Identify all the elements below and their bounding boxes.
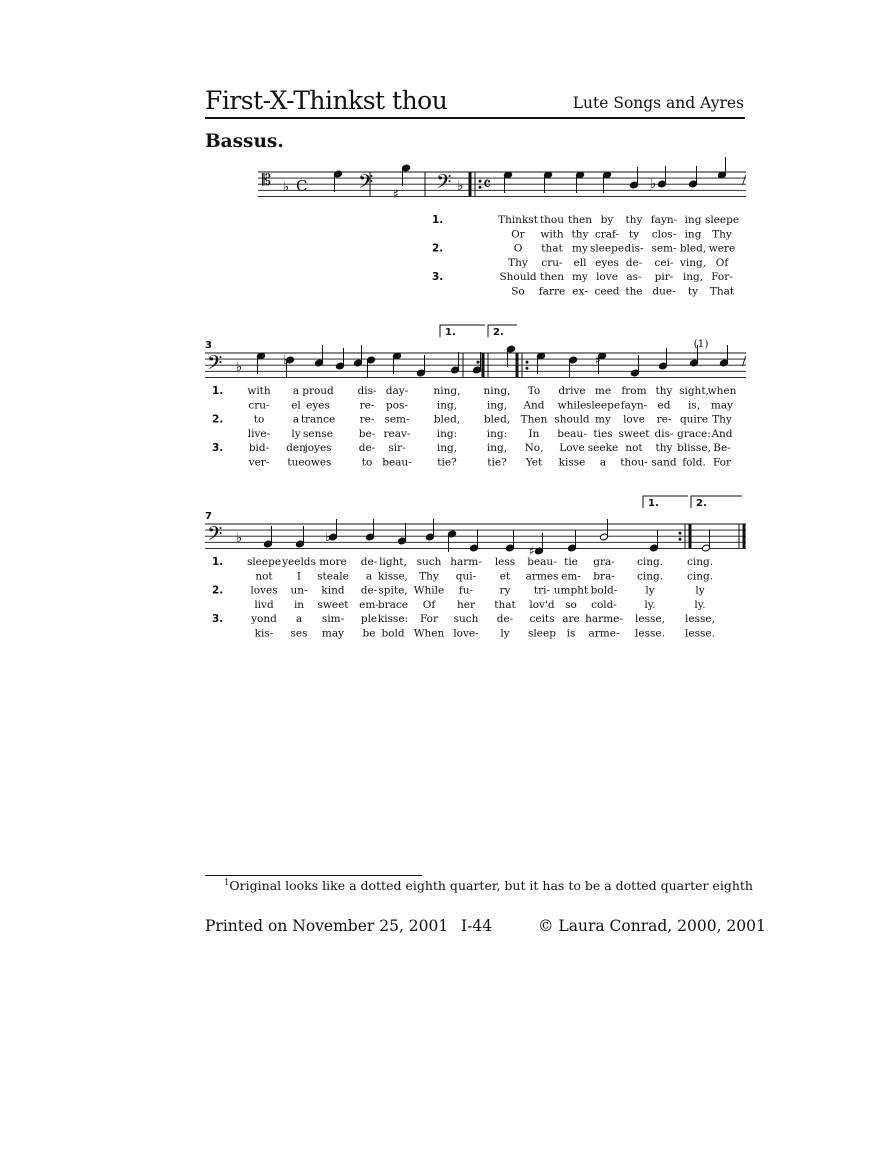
flat-sign: ♭ xyxy=(236,360,243,375)
note xyxy=(567,530,576,552)
lyric-syllable: ing, xyxy=(436,399,458,412)
lyric-syllable: tue xyxy=(287,456,305,469)
lyric-syllable: kisse, xyxy=(377,570,409,583)
lyric-syllable: bra- xyxy=(593,570,615,583)
lyric-syllable: me xyxy=(594,385,612,397)
lyric-syllable: grace: xyxy=(677,427,711,440)
lyric-syllable: ly. xyxy=(644,598,656,611)
note xyxy=(366,356,375,378)
lyric-syllable: sleepe xyxy=(589,242,625,255)
lyric-syllable: yond xyxy=(251,613,277,626)
lyric-syllable: ing xyxy=(684,228,702,241)
lyric-syllable: Thinkst xyxy=(498,214,538,226)
lyric-syllable: from xyxy=(621,385,647,397)
lyric-syllable: owes xyxy=(304,456,332,469)
lyric-syllable: bold- xyxy=(590,584,618,597)
lyric-syllable: may xyxy=(710,399,734,412)
lyric-syllable: not xyxy=(625,442,643,455)
lyric-syllable: un- xyxy=(290,584,308,597)
part-name: Bassus. xyxy=(205,131,284,152)
lyric-syllable: were xyxy=(708,242,736,255)
lyric-syllable: ver- xyxy=(248,456,270,469)
note xyxy=(568,356,577,378)
bass-clef-icon: 𝄢 xyxy=(358,170,374,198)
lyric-syllable: is, xyxy=(687,399,701,412)
lyric-syllable: due- xyxy=(652,285,676,298)
lyric-syllable: re- xyxy=(359,413,375,426)
lyric-syllable: re- xyxy=(656,413,672,426)
lyric-syllable: sleepe xyxy=(246,556,282,568)
note xyxy=(543,171,552,193)
copyright: © Laura Conrad, 2000, 2001 xyxy=(538,917,766,935)
incipit-c-clef-icon: 𝄡 xyxy=(262,170,271,189)
lyric-syllable: Be- xyxy=(713,442,731,455)
lyric-syllable: lov'd xyxy=(529,598,555,611)
lyric-syllable: den xyxy=(286,442,306,455)
lyric-syllable: fold. xyxy=(682,456,706,469)
lyric-syllable: sir- xyxy=(388,442,406,455)
lyric-syllable: Of xyxy=(715,256,729,269)
lyric-syllable: ly xyxy=(500,627,510,640)
verse-number: 3. xyxy=(212,613,224,626)
lyric-syllable: kisse: xyxy=(377,613,409,626)
lyric-syllable: live- xyxy=(247,427,271,440)
lyric-syllable: sight, xyxy=(679,385,709,397)
note xyxy=(256,352,265,374)
lyric-syllable: thy xyxy=(571,228,589,241)
lyric-syllable: ty xyxy=(628,228,640,241)
lyric-syllable: beau- xyxy=(557,427,587,440)
lyric-syllable: lesse. xyxy=(685,627,715,640)
lyric-syllable: ing xyxy=(684,214,702,226)
lyric-syllable: cold- xyxy=(591,598,617,611)
lyric-syllable: de- xyxy=(360,584,378,597)
lyric-syllable: to xyxy=(361,456,373,469)
lyric-syllable: craf- xyxy=(594,228,620,241)
sharp-sign: ♯ xyxy=(529,544,535,558)
lyric-syllable: such xyxy=(416,556,442,568)
lyric-syllable: ing: xyxy=(436,427,458,440)
volta-label: 1. xyxy=(648,498,659,509)
lyric-syllable: livd xyxy=(254,598,274,611)
lyric-syllable: tie? xyxy=(487,456,507,469)
lyric-syllable: so xyxy=(565,598,577,611)
lyric-syllable: em- xyxy=(561,570,581,583)
lyric-syllable: my xyxy=(572,271,588,284)
repeat-dot xyxy=(477,367,480,370)
lyric-syllable: sleep xyxy=(528,627,556,640)
note xyxy=(649,530,658,552)
lyric-syllable: That xyxy=(709,285,735,298)
lyric-syllable: are xyxy=(562,613,580,626)
lyric-syllable: em- xyxy=(359,598,379,611)
repeat-dot xyxy=(477,361,480,364)
lyric-syllable: joyes xyxy=(304,442,332,455)
note xyxy=(392,352,401,374)
lyric-syllable: in xyxy=(293,598,305,611)
lyric-syllable: de- xyxy=(496,613,514,626)
lyric-syllable: thou- xyxy=(620,456,648,469)
lyric-syllable: And xyxy=(711,427,733,440)
lyric-syllable: as- xyxy=(626,271,642,284)
lyric-syllable: lesse, xyxy=(635,613,665,626)
footnote xyxy=(224,878,753,893)
lyric-syllable: bled, xyxy=(483,413,511,426)
footnote-rule xyxy=(205,875,422,876)
bass-clef-icon: 𝄢 xyxy=(207,522,223,550)
lyric-syllable: dis- xyxy=(357,385,377,397)
bass-clef-icon: 𝄢 xyxy=(436,170,452,198)
note xyxy=(657,166,666,188)
lyric-syllable: Should xyxy=(499,271,537,284)
lyric-syllable: ing, xyxy=(682,271,704,284)
lyric-syllable: sleepe xyxy=(585,399,621,412)
lyric-syllable: de- xyxy=(625,256,643,269)
verse-number: 1. xyxy=(432,214,444,226)
lyric-syllable: ceits xyxy=(529,613,555,626)
flat-sign: ♭ xyxy=(283,353,290,368)
verse-number: 1. xyxy=(212,556,224,568)
lyric-syllable: that xyxy=(541,242,563,255)
lyric-syllable: For xyxy=(712,456,732,469)
note xyxy=(401,164,410,186)
lyric-syllable: then xyxy=(540,271,564,284)
lyric-syllable: thy xyxy=(655,385,673,397)
lyric-syllable: cing. xyxy=(686,570,714,583)
note xyxy=(397,523,406,545)
lyric-syllable: gra- xyxy=(593,556,615,568)
lyric-syllable: ly xyxy=(695,584,705,597)
note xyxy=(506,345,515,367)
lyric-syllable: fayn- xyxy=(620,399,648,412)
lyric-syllable: cing. xyxy=(636,570,664,583)
lyric-syllable: Thy xyxy=(419,570,439,583)
lyric-syllable: love xyxy=(596,271,618,284)
lyric-syllable: pos- xyxy=(386,399,408,412)
lyric-syllable: ty xyxy=(687,285,699,298)
verse-number: 1. xyxy=(212,385,224,397)
lyric-syllable: de- xyxy=(358,442,376,455)
lyric-syllable: thy xyxy=(625,214,643,226)
lyric-syllable: When xyxy=(413,627,445,640)
note xyxy=(503,171,512,193)
lyric-syllable: farre xyxy=(538,285,566,298)
lyric-syllable: the xyxy=(625,285,643,298)
lyric-syllable: is xyxy=(566,627,576,640)
lyric-syllable: love- xyxy=(453,627,479,640)
lyric-syllable: bled, xyxy=(433,413,461,426)
lyric-syllable: ing, xyxy=(486,442,508,455)
flat-sign: ♭ xyxy=(236,531,243,546)
lyric-syllable: ning, xyxy=(483,385,511,397)
lyric-syllable: my xyxy=(572,242,588,255)
lyric-syllable: bold xyxy=(381,627,405,640)
lyric-syllable: may xyxy=(321,627,345,640)
lyric-syllable: ning, xyxy=(433,385,461,397)
lyric-syllable: quire xyxy=(679,413,709,426)
lyric-syllable: a xyxy=(599,456,607,469)
lyric-syllable: less xyxy=(494,556,516,568)
lyric-syllable: steale xyxy=(317,570,349,583)
volta-label: 2. xyxy=(493,327,504,338)
lyric-syllable: ex- xyxy=(572,285,588,298)
lyric-syllable: loves xyxy=(250,584,278,597)
note xyxy=(575,171,584,193)
lyric-syllable: cru- xyxy=(248,399,270,412)
repeat-dot xyxy=(479,186,482,189)
lyric-syllable: day- xyxy=(385,385,409,397)
lyric-syllable: cei- xyxy=(654,256,674,269)
lyric-syllable: Thy xyxy=(712,413,732,426)
lyric-syllable: dis- xyxy=(624,242,644,255)
time-signature-c: C xyxy=(296,177,308,195)
lyric-syllable: Of xyxy=(422,598,436,611)
note xyxy=(505,530,514,552)
note xyxy=(416,355,425,377)
lyric-syllable: ing, xyxy=(436,442,458,455)
lyric-syllable: not xyxy=(255,570,273,583)
lyric-syllable: such xyxy=(453,613,479,626)
verse-number: 2. xyxy=(212,584,224,597)
lyric-syllable: Love xyxy=(559,442,585,455)
lyric-syllable: yeelds xyxy=(282,556,316,568)
footnote-marker: 1 xyxy=(224,878,230,888)
measure-number: 7 xyxy=(205,511,212,522)
note xyxy=(717,157,726,179)
lyric-syllable: sim- xyxy=(321,613,345,626)
lyric-syllable: lesse. xyxy=(635,627,665,640)
lyric-syllable: spite, xyxy=(378,584,408,597)
lyric-syllable: ing: xyxy=(486,427,508,440)
lyric-syllable: a xyxy=(292,385,300,397)
verse-number: 3. xyxy=(432,271,444,284)
lyric-syllable: then xyxy=(568,214,592,226)
sharp-sign: ♯ xyxy=(595,353,601,367)
lyric-syllable: love xyxy=(623,413,645,426)
lyric-syllable: with xyxy=(247,385,271,397)
note xyxy=(701,530,710,552)
note xyxy=(719,345,728,367)
lyric-syllable: cru- xyxy=(541,256,563,269)
lyric-syllable: bid- xyxy=(248,442,270,455)
lyric-syllable: beau- xyxy=(382,456,412,469)
lyric-syllable: pir- xyxy=(654,271,674,284)
lyric-syllable: sleepe xyxy=(704,214,740,226)
lyric-syllable: re- xyxy=(359,399,375,412)
lyric-syllable: be xyxy=(362,627,376,640)
lyric-syllable: In xyxy=(528,427,540,440)
lyric-syllable: seeke xyxy=(587,442,619,455)
lyric-syllable: Thy xyxy=(508,256,528,269)
lyric-syllable: sweet xyxy=(317,598,349,611)
bass-clef-icon: 𝄢 xyxy=(207,351,223,379)
lyric-syllable: ell xyxy=(573,256,587,269)
footnote-mark: (1) xyxy=(693,338,709,350)
lyric-syllable: armes xyxy=(525,570,559,583)
lyric-syllable: reav- xyxy=(383,427,411,440)
volta-label: 2. xyxy=(696,498,707,509)
lyric-syllable: sem- xyxy=(651,242,677,255)
lyric-syllable: umpht xyxy=(553,584,589,597)
lyric-syllable: my xyxy=(595,413,611,426)
lyric-syllable: eyes xyxy=(595,256,619,269)
lyric-syllable: sem- xyxy=(384,413,410,426)
lyric-syllable: harm- xyxy=(450,556,482,568)
lyric-syllable: to xyxy=(253,413,265,426)
lyric-syllable: ry xyxy=(499,584,511,597)
lyric-syllable: lesse, xyxy=(685,613,715,626)
repeat-dot xyxy=(526,361,529,364)
lyric-syllable: fu- xyxy=(458,584,474,597)
lyric-syllable: blisse, xyxy=(677,442,711,455)
lyric-syllable: To xyxy=(527,385,541,397)
note xyxy=(295,526,304,548)
flat-sign: ♭ xyxy=(650,177,657,192)
lyric-syllable: kisse xyxy=(558,456,586,469)
lyric-syllable: should xyxy=(554,413,590,426)
lyric-syllable: tie xyxy=(564,556,578,568)
lyric-syllable: I xyxy=(296,570,302,583)
lyric-syllable: a xyxy=(295,613,303,626)
lyric-syllable: de- xyxy=(360,556,378,568)
lyric-syllable: ple xyxy=(360,613,378,626)
lyric-syllable: sand xyxy=(651,456,677,469)
verse-number: 2. xyxy=(432,242,444,255)
lyric-syllable: ly. xyxy=(694,598,706,611)
lyric-syllable: el xyxy=(291,399,301,412)
lyric-syllable: clos- xyxy=(651,228,677,241)
lyric-syllable: tie? xyxy=(437,456,457,469)
lyric-syllable: While xyxy=(413,584,445,597)
lyric-syllable: more xyxy=(319,556,347,568)
custos-mark: ∕ xyxy=(742,173,747,187)
lyric-syllable: ties xyxy=(593,427,613,440)
note xyxy=(688,166,697,188)
note xyxy=(536,352,545,374)
repeat-dot xyxy=(479,180,482,183)
lyric-syllable: bled, xyxy=(679,242,707,255)
lyric-syllable: fayn- xyxy=(650,214,678,226)
lyric-syllable: dis- xyxy=(654,427,674,440)
note xyxy=(469,530,478,552)
measure-number: 3 xyxy=(205,340,212,351)
lyric-syllable: drive xyxy=(558,385,586,397)
custos-mark: ∕ xyxy=(742,354,747,368)
lyric-syllable: beau- xyxy=(527,556,557,568)
lyric-syllable: qui- xyxy=(455,570,477,583)
printed-date: Printed on November 25, 2001 xyxy=(205,917,449,935)
verse-number: 3. xyxy=(212,442,224,455)
volta-label: 1. xyxy=(445,327,456,338)
time-signature-c: 𝄴 xyxy=(483,174,492,195)
lyric-syllable: tri- xyxy=(533,584,551,597)
lyric-syllable: while xyxy=(557,399,587,412)
footnote-text: Original looks like a dotted eighth quarter, but it has to be a dotted quarter eighth xyxy=(229,878,753,894)
lyric-syllable: trance xyxy=(300,413,336,426)
lyric-syllable: brace xyxy=(377,598,409,611)
repeat-dot xyxy=(526,367,529,370)
sharp-sign: ♯ xyxy=(393,187,399,201)
lyric-syllable: harme- xyxy=(585,613,623,626)
verse-number: 2. xyxy=(212,413,224,426)
lyric-syllable: ed xyxy=(657,399,671,412)
lyric-syllable: So xyxy=(511,285,525,298)
repeat-dot xyxy=(679,538,682,541)
lyric-syllable: ceed xyxy=(594,285,620,298)
note xyxy=(450,352,459,374)
lyric-syllable: kind xyxy=(321,584,345,597)
lyric-syllable: sweet xyxy=(618,427,650,440)
lyric-syllable: ly xyxy=(645,584,655,597)
lyric-syllable: light, xyxy=(379,556,407,568)
lyric-syllable: that xyxy=(494,598,516,611)
lyric-syllable: eyes xyxy=(306,399,330,412)
lyric-syllable: et xyxy=(499,570,511,583)
lyric-syllable: Then xyxy=(520,413,548,426)
repeat-dot xyxy=(679,532,682,535)
lyric-syllable: ses xyxy=(290,627,308,640)
flat-sign: ♭ xyxy=(457,179,464,194)
note xyxy=(630,355,639,377)
lyric-syllable: For xyxy=(419,613,439,626)
note xyxy=(314,345,323,367)
lyric-syllable: a xyxy=(365,570,373,583)
lyric-syllable: thou xyxy=(539,214,565,226)
lyric-syllable: with xyxy=(540,228,564,241)
lyric-syllable: No, xyxy=(524,442,544,455)
lyric-syllable: O xyxy=(513,242,523,255)
lyric-syllable: when xyxy=(707,385,737,397)
page-number: I-44 xyxy=(461,917,493,935)
lyric-syllable: ly xyxy=(291,427,301,440)
lyric-syllable: And xyxy=(523,399,545,412)
lyric-syllable: sense xyxy=(303,427,333,440)
lyric-syllable: Thy xyxy=(712,228,732,241)
lyric-syllable: thy xyxy=(655,442,673,455)
lyric-syllable: her xyxy=(457,598,475,611)
lyric-syllable: cing. xyxy=(686,556,714,568)
lyric-syllable: be- xyxy=(358,427,376,440)
page-title: First-X-Thinkst thou xyxy=(205,86,448,115)
lyric-syllable: a xyxy=(292,413,300,426)
lyric-syllable: ing, xyxy=(486,399,508,412)
collection-title: Lute Songs and Ayres xyxy=(572,94,744,112)
lyric-syllable: cing. xyxy=(636,556,664,568)
note xyxy=(602,171,611,193)
lyric-syllable: For- xyxy=(711,271,733,284)
lyric-syllable: Yet xyxy=(525,456,543,469)
lyric-syllable: by xyxy=(600,214,614,226)
note xyxy=(353,345,362,367)
note xyxy=(333,170,342,192)
note xyxy=(263,526,272,548)
lyric-syllable: arme- xyxy=(588,627,620,640)
lyric-syllable: Or xyxy=(511,228,525,241)
lyric-syllable: kis- xyxy=(254,627,274,640)
lyric-syllable: proud xyxy=(302,385,334,397)
flat-sign: ♭ xyxy=(283,180,290,195)
flat-sign: ♭ xyxy=(325,530,332,545)
lyric-syllable: ving, xyxy=(679,256,707,269)
